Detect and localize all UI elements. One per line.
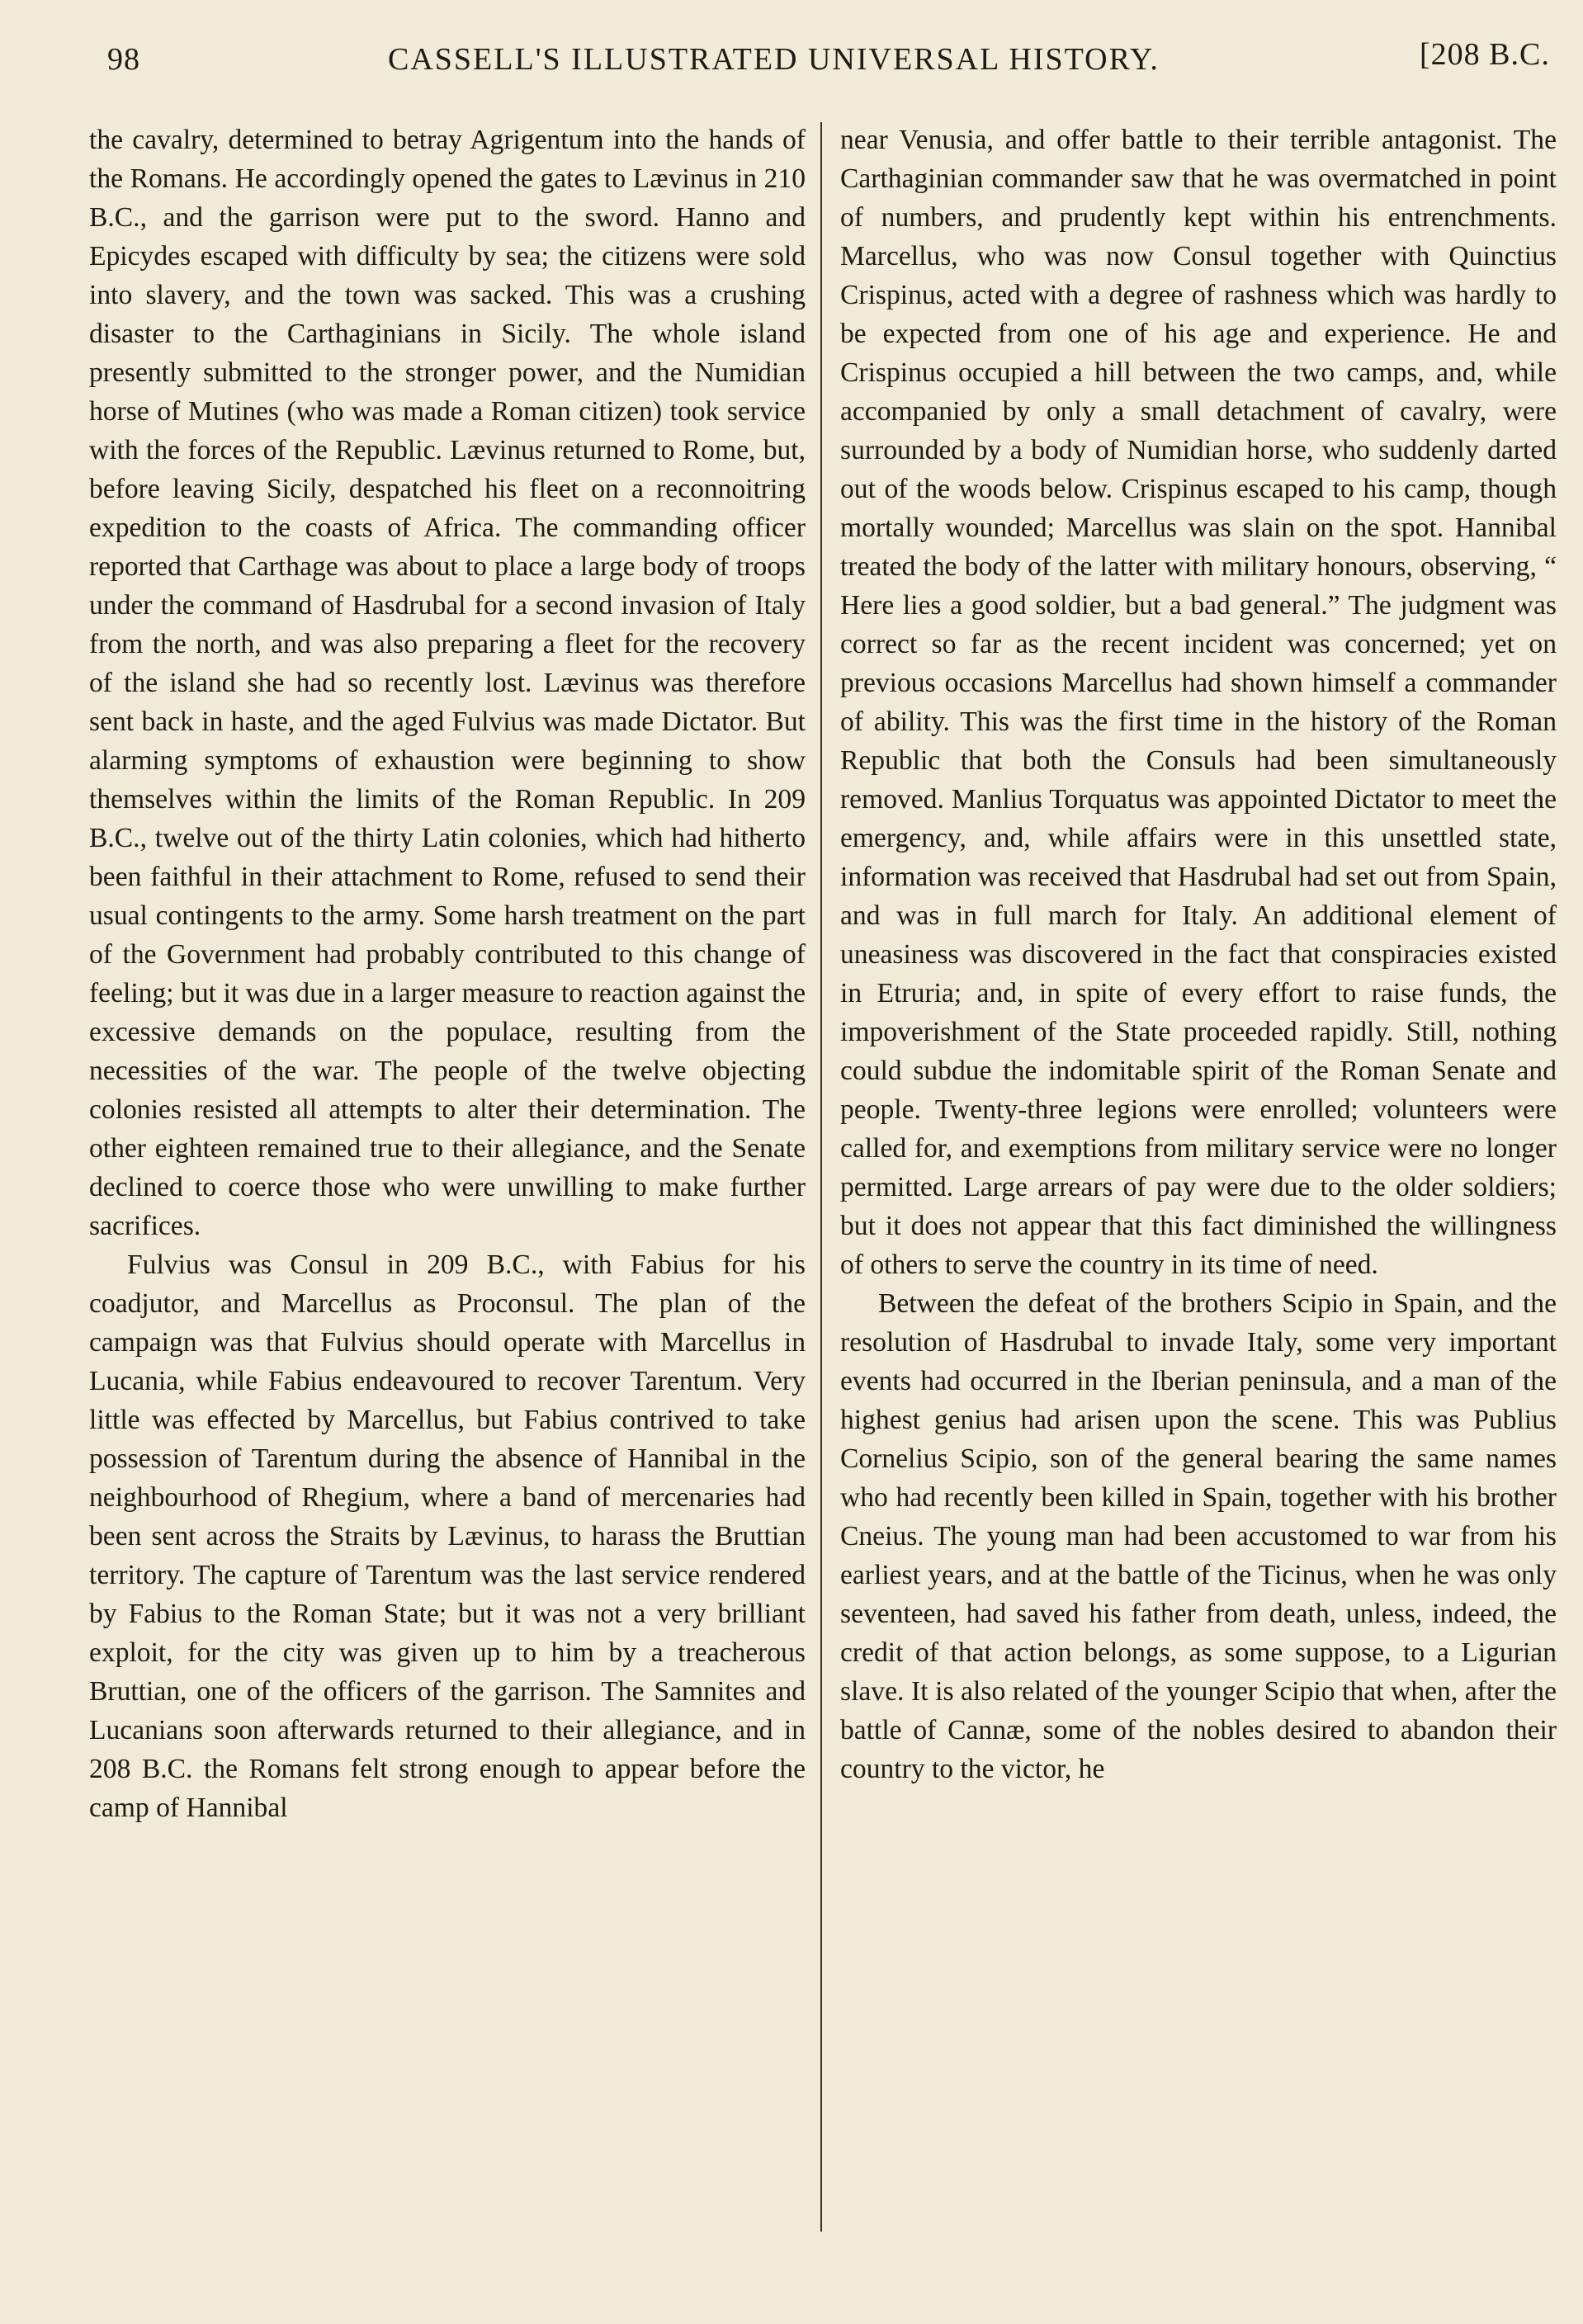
paragraph: Between the defeat of the brothers Scipio in Spain, and the resolution of Hasdrubal to invade Italy, some very important events had occurred in the Iberian peninsula, and a man of the highest genius had arisen upon the scene. This was Publius Cornelius Scipio, son of the general bearing the same names who had recently been killed in Spain, together with his brother Cneius. The young man had been accustomed to war from his earliest years, and at the battle of the Ticinus, when he was only seventeen, had saved his father from death, unless, indeed, the credit of that action belongs, as some suppose, to a Ligurian slave. It is also related of the younger Scipio that when, after the battle of Cannæ, some of the nobles desired to abandon their country to the victor, he xyxy=(840,1288,1557,1784)
left-column xyxy=(89,120,806,2250)
running-title: CASSELL'S ILLUSTRATED UNIVERSAL HISTORY. xyxy=(388,42,1160,77)
paragraph: the cavalry, determined to betray Agrigentum into the hands of the Romans. He accordingly opened the gates to Lævinus in 210 B.C., and the garrison were put to the sword. Hanno and Epicydes escaped with difficulty by sea; the citizens were sold into slavery, and the town was sacked. This was a crushing disaster to the Carthaginians in Sicily. The whole island presently submitted to the stronger power, and the Numidian horse of Mutines (who was made a Roman citizen) took service with the forces of the Republic. Lævinus returned to Rome, but, before leaving Sicily, despatched his fleet on a reconnoitring expedition to the coasts of Africa. The commanding officer reported that Carthage was about to place a large body of troops under the command of Hasdrubal for a second invasion of Italy from the north, and was also preparing a fleet for the recovery of the island she had so recently lost. Lævinus was therefore sent back in haste, and the aged Fulvius was made Dictator. But alarming symptoms of exhaustion were beginning to show themselves within the limits of the Roman Republic. In 209 B.C., twelve out of the thirty Latin colonies, which had hitherto been faithful in their attachment to Rome, refused to send their usual contingents to the army. Some harsh treatment on the part of the Government had probably contributed to this change of feeling; but it was due in a larger measure to reaction against the excessive demands on the populace, resulting from the necessities of the war. The people of the twelve objecting colonies resisted all attempts to alter their determination. The other eighteen remained true to their allegiance, and the Senate declined to coerce those who were unwilling to make further sacrifices. xyxy=(89,125,806,1241)
page-number: 98 xyxy=(107,42,140,77)
column-divider xyxy=(820,122,822,2232)
right-column xyxy=(840,120,1557,2250)
paragraph: near Venusia, and offer battle to their terrible antagonist. The Carthaginian commander saw that he was overmatched in point of numbers, and prudently kept within his entrenchments. Marcellus, who was now Consul together with Quinctius Crispinus, acted with a degree of rashness which was hardly to be expected from one of his age and experience. He and Crispinus occupied a hill between the two camps, and, while accompanied by only a small detachment of cavalry, were surrounded by a body of Numidian horse, who suddenly darted out of the woods below. Crispinus escaped to his camp, though mortally wounded; Marcellus was slain on the spot. Hannibal treated the body of the latter with military honours, observing, “ Here lies a good soldier, but a bad general.” The judgment was correct so far as the recent incident was concerned; yet on previous occasions Marcellus had shown himself a commander of ability. This was the first time in the history of the Roman Republic that both the Consuls had been simultaneously removed. Manlius Torquatus was appointed Dictator to meet the emergency, and, while affairs were in this unsettled state, information was received that Hasdrubal had set out from Spain, and was in full march for Italy. An additional element of uneasiness was discovered in the fact that conspiracies existed in Etruria; and, in spite of every effort to raise funds, the impoverishment of the State proceeded rapidly. Still, nothing could subdue the indomitable spirit of the Roman Senate and people. Twenty-three legions were enrolled; volunteers were called for, and exemptions from military service were no longer permitted. Large arrears of pay were due to the older soldiers; but it does not appear that this fact diminished the willingness of others to serve the country in its time of need. xyxy=(840,125,1557,1280)
paragraph: Fulvius was Consul in 209 B.C., with Fabius for his coadjutor, and Marcellus as Proconsul. The plan of the campaign was that Fulvius should operate with Marcellus in Lucania, while Fabius endeavoured to recover Tarentum. Very little was effected by Marcellus, but Fabius contrived to take possession of Tarentum during the absence of Hannibal in the neighbourhood of Rhegium, where a band of mercenaries had been sent across the Straits by Lævinus, to harass the Bruttian territory. The capture of Tarentum was the last service rendered by Fabius to the Roman State; but it was not a very brilliant exploit, for the city was given up to him by a treacherous Bruttian, one of the officers of the garrison. The Samnites and Lucanians soon afterwards returned to their allegiance, and in 208 B.C. the Romans felt strong enough to appear before the camp of Hannibal xyxy=(89,1249,806,1823)
date-range: [208 B.C. xyxy=(1420,37,1550,72)
running-header xyxy=(0,36,1583,86)
